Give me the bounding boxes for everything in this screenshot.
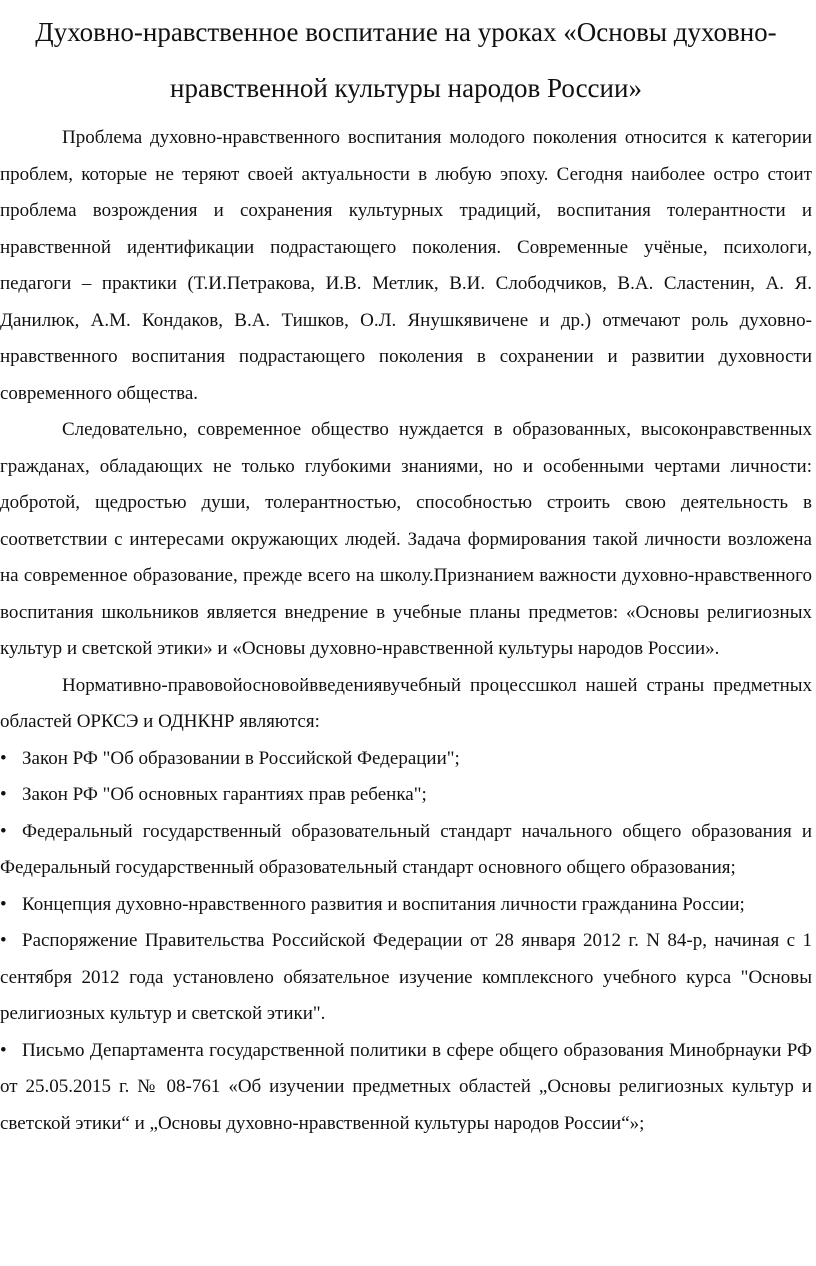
list-item — [0, 1033, 812, 1143]
list-item-text: Федеральный государственный образовательный стандарт начального общего образования и Федеральный государственный образовательный стандарт основного общего образования; — [0, 820, 812, 878]
list-item-text: Письмо Департамента государственной политики в сфере общего образования Минобрнауки РФ от 25.05.2015 г. № 08-761 «Об изучении предметных областей „Основы религиозных культур и светской этики“ и „Основы духовно-нравственной культуры народов России“»; — [0, 1039, 812, 1134]
paragraph-legal-basis: Нормативно-правовойосновойвведениявучебный процессшкол нашей страны предметных областей ОРКСЭ и ОДНКНР являются: — [0, 674, 812, 732]
list-item — [0, 887, 812, 924]
list-item-text: Концепция духовно-нравственного развития и воспитания личности гражданина России; — [22, 893, 745, 915]
list-item — [0, 741, 812, 778]
list-item — [0, 923, 812, 1033]
list-item-text: Распоряжение Правительства Российской Федерации от 28 января 2012 г. N 84-р, начиная с 1 сентября 2012 года установлено обязательное изучение комплексного учебного курса "Основы религиозных культур и светской этики". — [0, 930, 812, 1024]
bullet-icon: • — [0, 747, 7, 769]
bullet-icon: • — [0, 1039, 7, 1061]
list-item-text: Закон РФ "Об образовании в Российской Федерации"; — [22, 747, 460, 769]
list-item — [0, 814, 812, 887]
paragraph-intro: Проблема духовно-нравственного воспитания молодого поколения относится к категории проблем, которые не теряют своей актуальности в любую эпоху. Сегодня наиболее остро стоит проблема возрождения и сохранения культурных традиций, воспитания толерантности и нравственной идентификации подрастающего поколения. Современные учёные, психологи, педагоги – практики (Т.И.Петракова, И.В. Метлик, В.И. Слободчиков, В.А. Сластенин, А. Я. Данилюк, А.М. Кондаков, В.А. Тишков, О.Л. Янушкявичене и др.) отмечают роль духовно-нравственного воспитания подрастающего поколения в сохранении и развитии духовности современного общества. — [0, 127, 812, 404]
paragraph-society: Следовательно, современное общество нуждается в образованных, высоконравственных гражданах, обладающих не только глубокими знаниями, но и особенными чертами личности: добротой, щедростью души, толерантностью, способностью строить свою деятельность в соответствии с интересами окружающих людей. Задача формирования такой личности возложена на современное образование, прежде всего на школу.Признанием важности духовно-нравственного воспитания школьников является внедрение в учебные планы предметов: «Основы религиозных культур и светской этики» и «Основы духовно-нравственной культуры народов России». — [0, 419, 812, 659]
list-item — [0, 777, 812, 814]
document-title: Духовно-нравственное воспитание на уроках «Основы духовно-нравственной культуры народов России» — [35, 17, 777, 103]
bullet-icon: • — [0, 930, 7, 951]
bullet-icon: • — [0, 784, 7, 805]
legal-documents-list — [0, 741, 812, 1143]
bullet-icon: • — [0, 820, 7, 842]
list-item-text: Закон РФ "Об основных гарантиях прав ребенка"; — [22, 784, 427, 805]
bullet-icon: • — [0, 893, 7, 915]
